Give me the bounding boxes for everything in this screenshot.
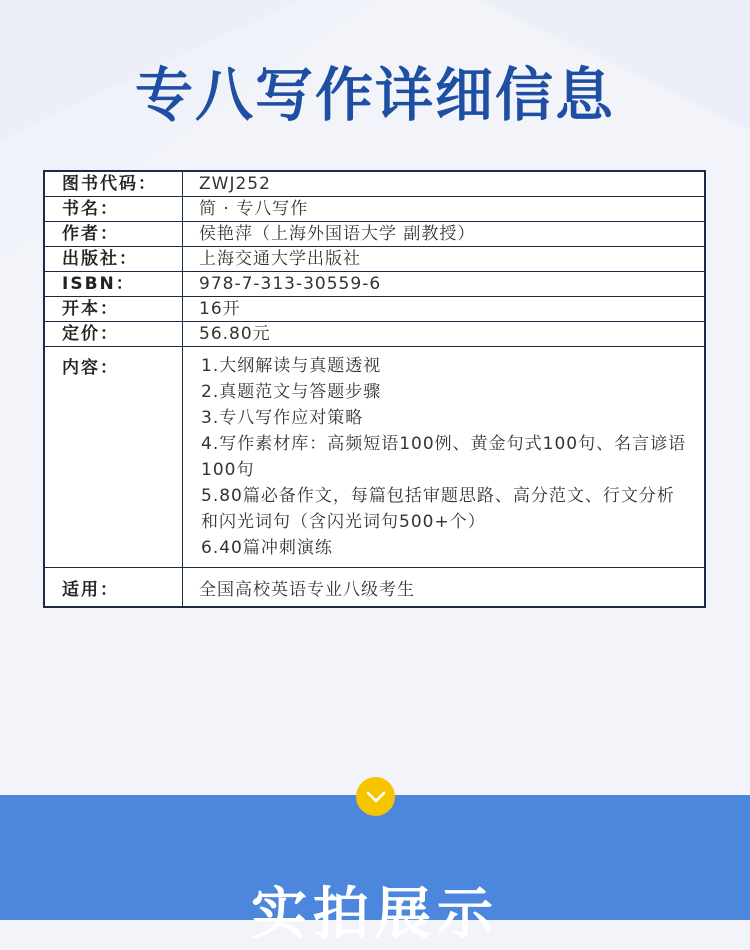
next-section-title: 实拍展示 bbox=[251, 882, 499, 947]
list-item: 4.写作素材库：高频短语100例、黄金句式100句、名言谚语100句 bbox=[201, 434, 687, 480]
audience-value: 全国高校英语专业八级考生 bbox=[183, 568, 706, 608]
table-row-price bbox=[44, 322, 705, 347]
price-value: 56.80元 bbox=[183, 322, 706, 347]
table-row-format bbox=[44, 297, 705, 322]
isbn-value: 978-7-313-30559-6 bbox=[183, 272, 706, 297]
list-item: 2.真题范文与答题步骤 bbox=[201, 382, 382, 402]
list-item: 5.80篇必备作文，每篇包括审题思路、高分范文、行文分析和闪光词句（含闪光词句500+个） bbox=[201, 486, 675, 532]
publisher-value: 上海交通大学出版社 bbox=[183, 247, 706, 272]
list-item: 3.专八写作应对策略 bbox=[201, 408, 364, 428]
audience-label: 适用： bbox=[44, 568, 183, 608]
contents-cell bbox=[183, 347, 706, 568]
author-label: 作者： bbox=[44, 222, 183, 247]
table-row-author bbox=[44, 222, 705, 247]
page-title: 专八写作详细信息 bbox=[134, 61, 615, 129]
name-label: 书名： bbox=[44, 197, 183, 222]
table-row-name bbox=[44, 197, 705, 222]
list-item: 6.40篇冲刺演练 bbox=[201, 538, 333, 558]
contents-list bbox=[199, 347, 704, 567]
isbn-label: ISBN： bbox=[44, 272, 183, 297]
code-value: ZWJ252 bbox=[183, 171, 706, 197]
code-label: 图书代码： bbox=[44, 171, 183, 197]
table-row-publisher bbox=[44, 247, 705, 272]
table-row-audience bbox=[44, 568, 705, 608]
table-row-code bbox=[44, 171, 705, 197]
format-value: 16开 bbox=[183, 297, 706, 322]
table-row-contents bbox=[44, 347, 705, 568]
chevron-down-icon bbox=[365, 790, 387, 804]
book-info-table bbox=[43, 170, 706, 608]
list-item: 1.大纲解读与真题透视 bbox=[201, 356, 382, 376]
price-label: 定价： bbox=[44, 322, 183, 347]
table-row-isbn bbox=[44, 272, 705, 297]
contents-label: 内容： bbox=[44, 347, 183, 568]
format-label: 开本： bbox=[44, 297, 183, 322]
scroll-down-button[interactable] bbox=[356, 777, 395, 816]
publisher-label: 出版社： bbox=[44, 247, 183, 272]
name-value: 简 · 专八写作 bbox=[183, 197, 706, 222]
author-value: 侯艳萍（上海外国语大学 副教授） bbox=[183, 222, 706, 247]
